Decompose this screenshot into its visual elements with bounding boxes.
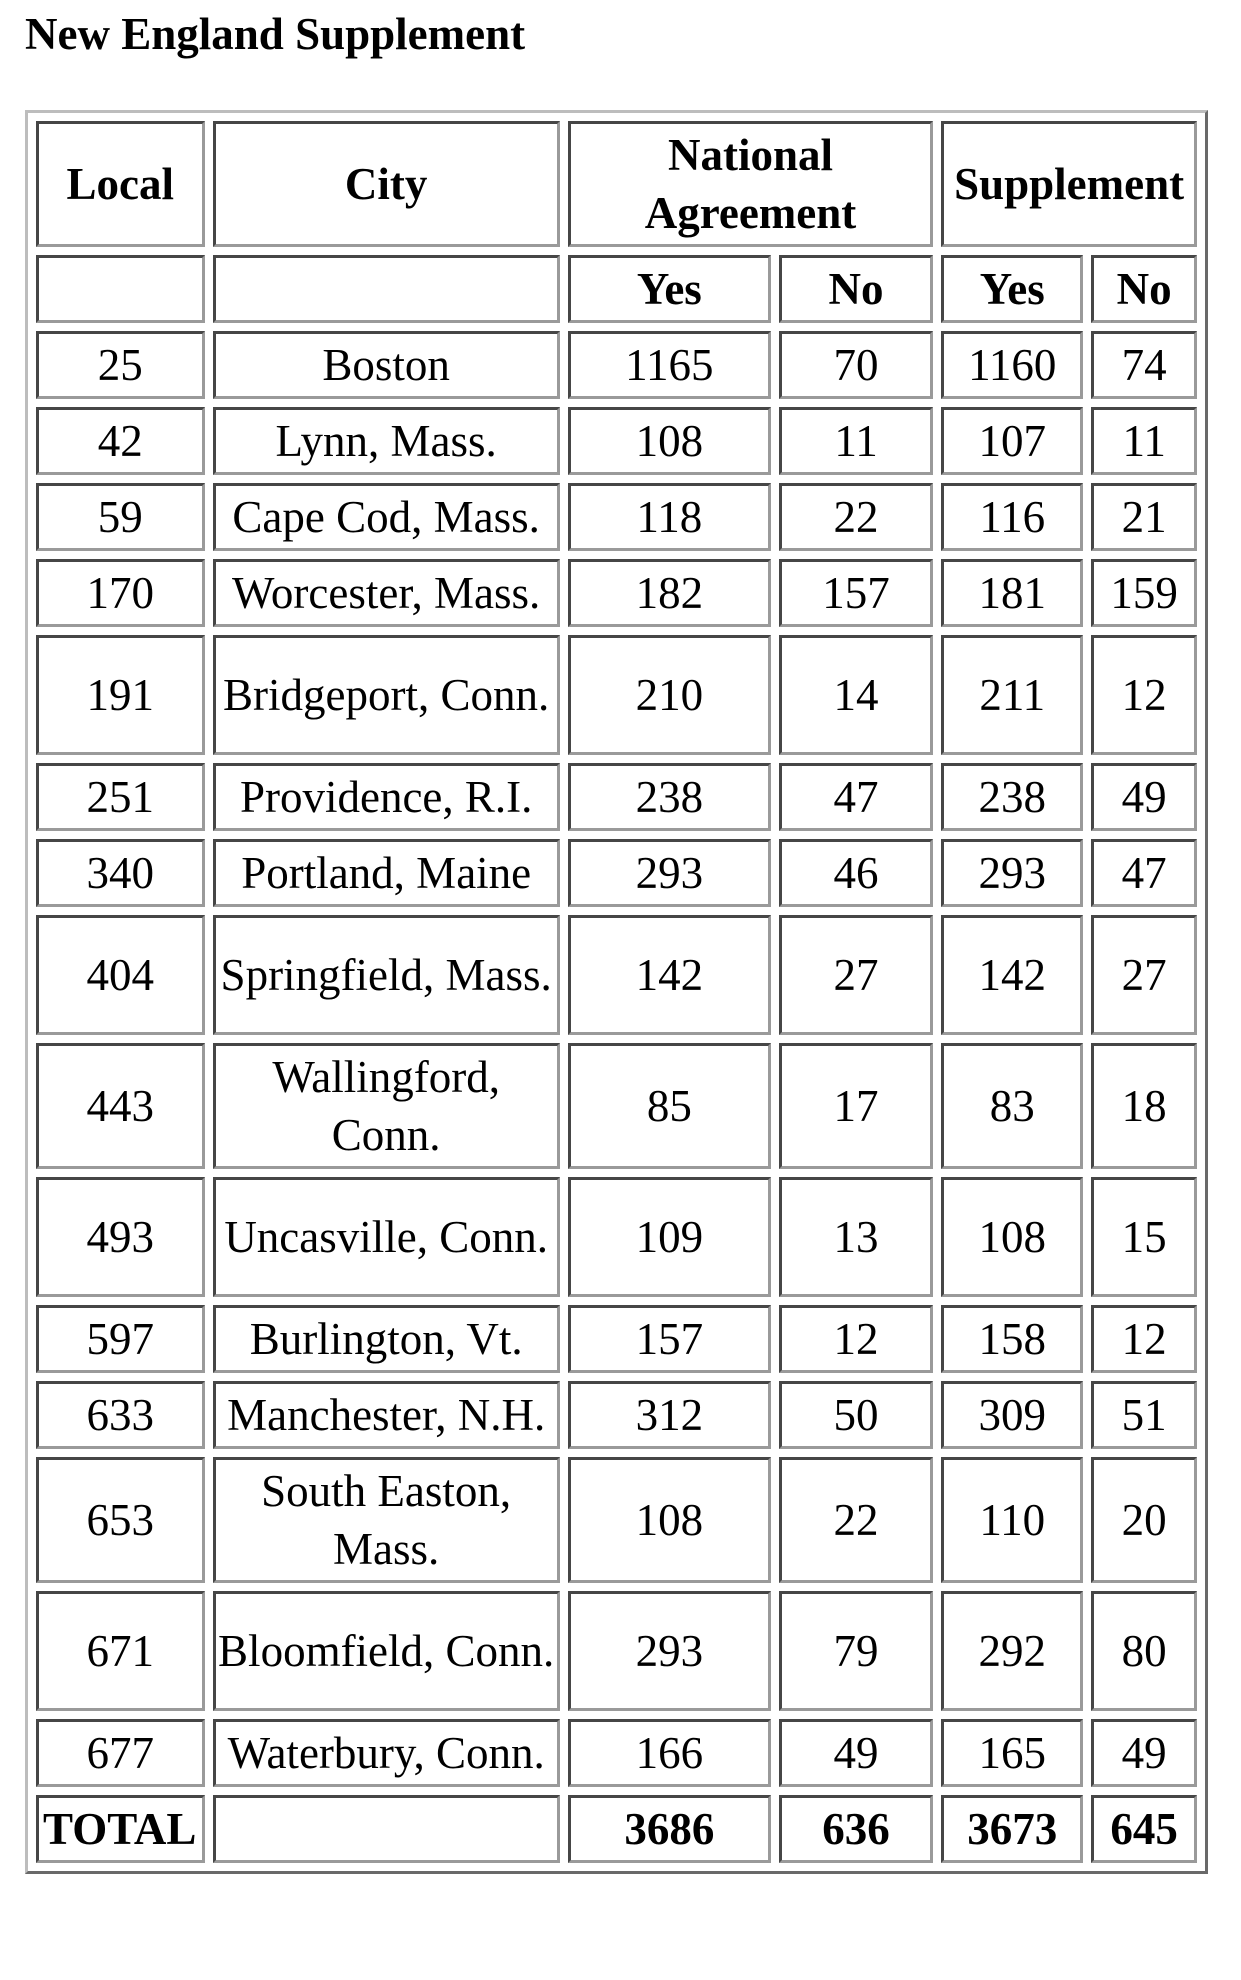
cell-na-yes: 118 bbox=[568, 483, 771, 551]
cell-sup-no: 12 bbox=[1091, 1305, 1197, 1373]
cell-local: 25 bbox=[36, 331, 205, 399]
table-row bbox=[36, 839, 1197, 907]
cell-sup-yes: 116 bbox=[941, 483, 1083, 551]
cell-local: 597 bbox=[36, 1305, 205, 1373]
cell-na-yes: 157 bbox=[568, 1305, 771, 1373]
cell-na-no: 46 bbox=[779, 839, 933, 907]
cell-local: 42 bbox=[36, 407, 205, 475]
cell-local: 443 bbox=[36, 1043, 205, 1169]
table-row bbox=[36, 915, 1197, 1035]
cell-na-yes: 238 bbox=[568, 763, 771, 831]
cell-na-yes: 85 bbox=[568, 1043, 771, 1169]
cell-city: Uncasville, Conn. bbox=[213, 1177, 560, 1297]
cell-local: 493 bbox=[36, 1177, 205, 1297]
cell-na-no: 13 bbox=[779, 1177, 933, 1297]
table-row bbox=[36, 407, 1197, 475]
table-row bbox=[36, 635, 1197, 755]
cell-sup-no: 159 bbox=[1091, 559, 1197, 627]
cell-city: Worcester, Mass. bbox=[213, 559, 560, 627]
cell-city: Springfield, Mass. bbox=[213, 915, 560, 1035]
cell-sup-no: 15 bbox=[1091, 1177, 1197, 1297]
cell-na-no: 22 bbox=[779, 1457, 933, 1583]
cell-na-no: 27 bbox=[779, 915, 933, 1035]
subheader-row bbox=[36, 255, 1197, 323]
cell-sup-no: 49 bbox=[1091, 763, 1197, 831]
cell-sup-yes: 107 bbox=[941, 407, 1083, 475]
table-row bbox=[36, 331, 1197, 399]
cell-na-no: 17 bbox=[779, 1043, 933, 1169]
cell-sup-yes: 211 bbox=[941, 635, 1083, 755]
cell-na-no: 12 bbox=[779, 1305, 933, 1373]
subheader-sup-yes: Yes bbox=[941, 255, 1083, 323]
subheader-na-yes: Yes bbox=[568, 255, 771, 323]
cell-na-no: 70 bbox=[779, 331, 933, 399]
cell-city: Wallingford, Conn. bbox=[213, 1043, 560, 1169]
cell-na-no: 157 bbox=[779, 559, 933, 627]
cell-local: 340 bbox=[36, 839, 205, 907]
cell-sup-yes: 158 bbox=[941, 1305, 1083, 1373]
cell-local: 191 bbox=[36, 635, 205, 755]
cell-sup-no: 51 bbox=[1091, 1381, 1197, 1449]
cell-sup-no: 20 bbox=[1091, 1457, 1197, 1583]
cell-sup-no: 49 bbox=[1091, 1719, 1197, 1787]
cell-na-no: 11 bbox=[779, 407, 933, 475]
cell-na-yes: 182 bbox=[568, 559, 771, 627]
cell-local: 170 bbox=[36, 559, 205, 627]
cell-local: 251 bbox=[36, 763, 205, 831]
table-row bbox=[36, 559, 1197, 627]
cell-na-no: 14 bbox=[779, 635, 933, 755]
vote-table bbox=[25, 110, 1208, 1874]
cell-city: Cape Cod, Mass. bbox=[213, 483, 560, 551]
cell-na-yes: 293 bbox=[568, 1591, 771, 1711]
header-supplement: Supplement bbox=[941, 121, 1197, 247]
table-row bbox=[36, 1305, 1197, 1373]
cell-na-no: 49 bbox=[779, 1719, 933, 1787]
total-label: TOTAL bbox=[36, 1795, 205, 1863]
table-row bbox=[36, 1457, 1197, 1583]
subheader-na-no: No bbox=[779, 255, 933, 323]
cell-sup-yes: 142 bbox=[941, 915, 1083, 1035]
cell-local: 653 bbox=[36, 1457, 205, 1583]
cell-sup-yes: 238 bbox=[941, 763, 1083, 831]
header-city: City bbox=[213, 121, 560, 247]
cell-sup-no: 12 bbox=[1091, 635, 1197, 755]
cell-city: Waterbury, Conn. bbox=[213, 1719, 560, 1787]
cell-sup-no: 18 bbox=[1091, 1043, 1197, 1169]
cell-sup-no: 74 bbox=[1091, 331, 1197, 399]
cell-city: Bridgeport, Conn. bbox=[213, 635, 560, 755]
cell-na-yes: 109 bbox=[568, 1177, 771, 1297]
cell-na-no: 50 bbox=[779, 1381, 933, 1449]
total-row bbox=[36, 1795, 1197, 1863]
table-row bbox=[36, 1043, 1197, 1169]
subheader-sup-no: No bbox=[1091, 255, 1197, 323]
cell-sup-no: 21 bbox=[1091, 483, 1197, 551]
cell-local: 671 bbox=[36, 1591, 205, 1711]
cell-na-yes: 108 bbox=[568, 407, 771, 475]
cell-city: Portland, Maine bbox=[213, 839, 560, 907]
cell-na-yes: 312 bbox=[568, 1381, 771, 1449]
cell-local: 59 bbox=[36, 483, 205, 551]
cell-local: 677 bbox=[36, 1719, 205, 1787]
cell-sup-no: 80 bbox=[1091, 1591, 1197, 1711]
cell-city: Boston bbox=[213, 331, 560, 399]
cell-city: Burlington, Vt. bbox=[213, 1305, 560, 1373]
cell-sup-yes: 108 bbox=[941, 1177, 1083, 1297]
cell-sup-yes: 309 bbox=[941, 1381, 1083, 1449]
cell-na-yes: 1165 bbox=[568, 331, 771, 399]
cell-sup-yes: 165 bbox=[941, 1719, 1083, 1787]
cell-sup-yes: 1160 bbox=[941, 331, 1083, 399]
total-sup-no: 645 bbox=[1091, 1795, 1197, 1863]
cell-city: Bloomfield, Conn. bbox=[213, 1591, 560, 1711]
header-local: Local bbox=[36, 121, 205, 247]
total-city-empty bbox=[213, 1795, 560, 1863]
cell-sup-no: 47 bbox=[1091, 839, 1197, 907]
total-na-yes: 3686 bbox=[568, 1795, 771, 1863]
table-row bbox=[36, 1177, 1197, 1297]
subheader-empty bbox=[36, 255, 205, 323]
table-row bbox=[36, 1591, 1197, 1711]
cell-city: Providence, R.I. bbox=[213, 763, 560, 831]
cell-na-no: 47 bbox=[779, 763, 933, 831]
cell-sup-yes: 181 bbox=[941, 559, 1083, 627]
total-sup-yes: 3673 bbox=[941, 1795, 1083, 1863]
table-row bbox=[36, 483, 1197, 551]
header-row bbox=[36, 121, 1197, 247]
cell-sup-no: 27 bbox=[1091, 915, 1197, 1035]
cell-na-yes: 210 bbox=[568, 635, 771, 755]
cell-sup-yes: 293 bbox=[941, 839, 1083, 907]
table-row bbox=[36, 1719, 1197, 1787]
cell-local: 404 bbox=[36, 915, 205, 1035]
table-row bbox=[36, 763, 1197, 831]
cell-city: Lynn, Mass. bbox=[213, 407, 560, 475]
cell-na-no: 22 bbox=[779, 483, 933, 551]
cell-sup-yes: 292 bbox=[941, 1591, 1083, 1711]
subheader-empty bbox=[213, 255, 560, 323]
cell-city: Manchester, N.H. bbox=[213, 1381, 560, 1449]
cell-local: 633 bbox=[36, 1381, 205, 1449]
total-na-no: 636 bbox=[779, 1795, 933, 1863]
page-title: New England Supplement bbox=[25, 9, 526, 59]
cell-na-yes: 108 bbox=[568, 1457, 771, 1583]
header-national-agreement: National Agreement bbox=[568, 121, 933, 247]
cell-na-yes: 142 bbox=[568, 915, 771, 1035]
cell-sup-yes: 110 bbox=[941, 1457, 1083, 1583]
cell-sup-no: 11 bbox=[1091, 407, 1197, 475]
cell-na-yes: 166 bbox=[568, 1719, 771, 1787]
table-body bbox=[36, 331, 1197, 1863]
cell-city: South Easton, Mass. bbox=[213, 1457, 560, 1583]
cell-na-yes: 293 bbox=[568, 839, 771, 907]
table-row bbox=[36, 1381, 1197, 1449]
cell-na-no: 79 bbox=[779, 1591, 933, 1711]
cell-sup-yes: 83 bbox=[941, 1043, 1083, 1169]
